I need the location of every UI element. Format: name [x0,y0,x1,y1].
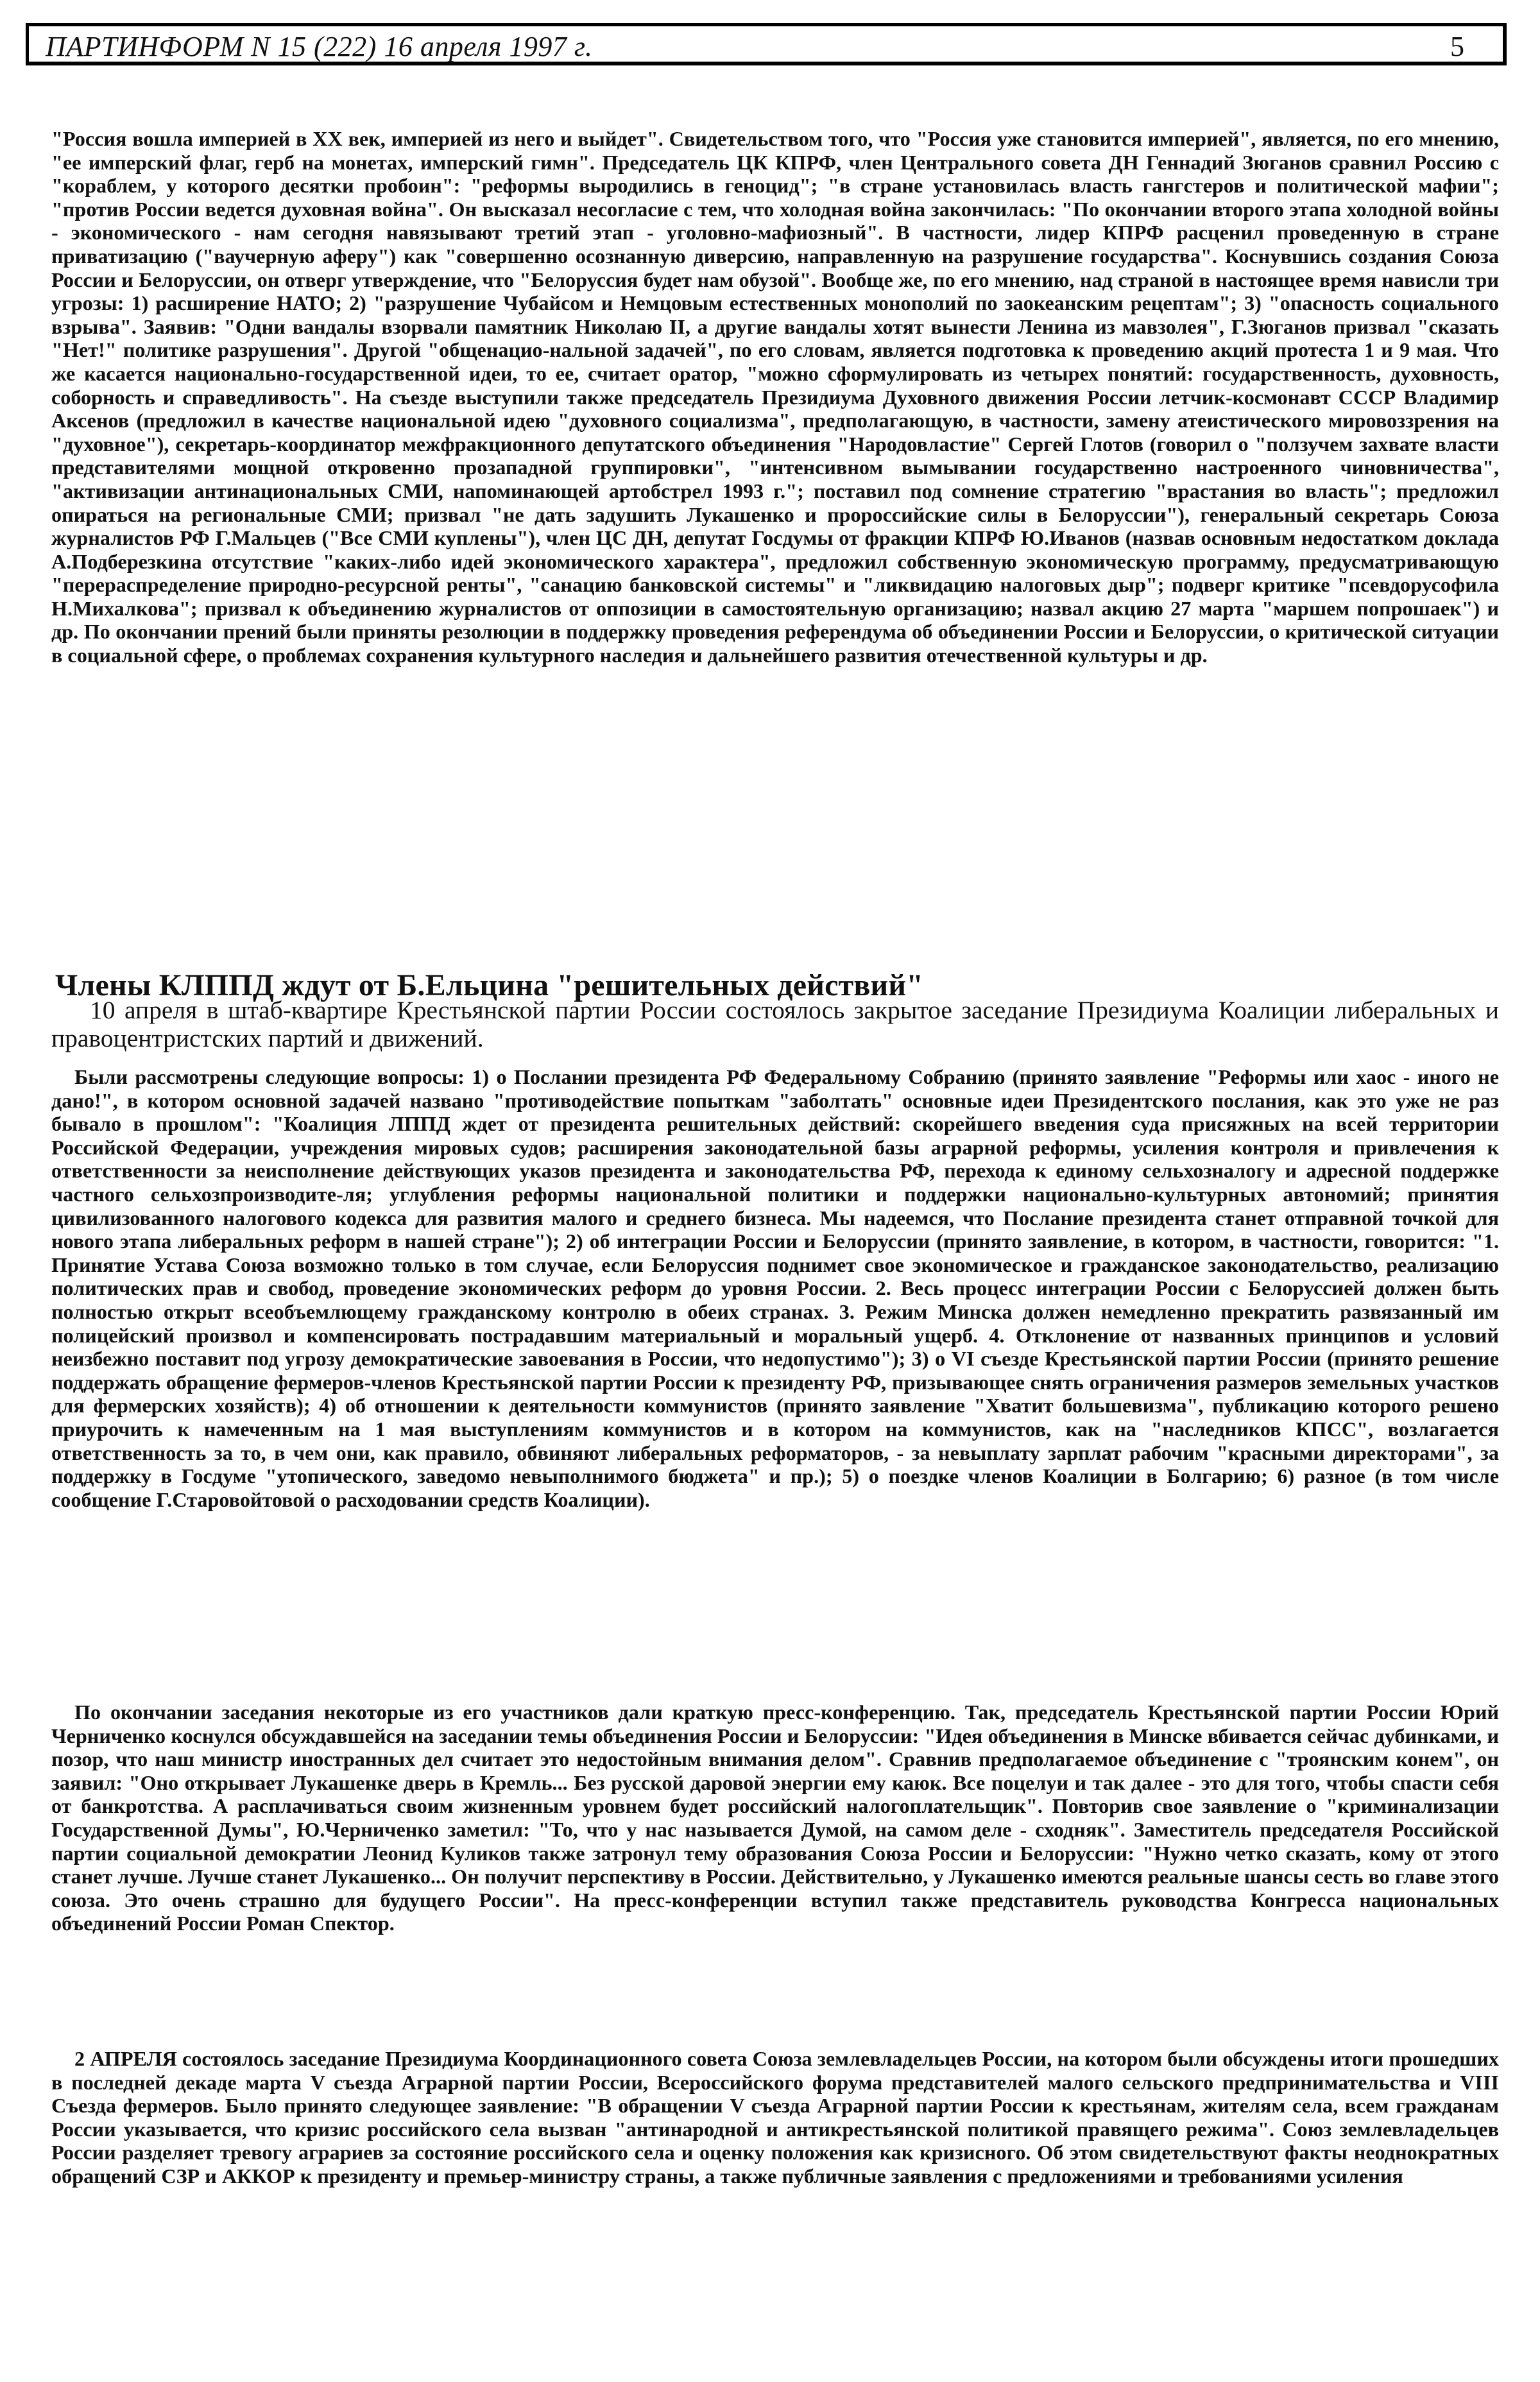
publication-title: ПАРТИНФОРМ N 15 (222) 16 апреля 1997 г. [46,31,593,62]
article-lead [51,996,1499,1052]
article-headline: Члены КЛППД ждут от Б.Ельцина "решительных действий" [55,968,924,1002]
article-paragraph: Были рассмотрены следующие вопросы: 1) о Послании президента РФ Федеральному Собранию (принято заявление "Реформы или хаос - иного не дано!", в котором основной задачей названо "противодействие попыткам "заболтать" основные идеи Президентского послания, как это уже не раз бывало в прошлом": "Коалиция ЛППД ждет от президента решительных действий: скорейшего введения суда присяжных на всей территории Российской Федерации, учреждения мировых судов; расширения законодательной базы аграрной реформы, усиления контроля и привлечения к ответственности за неисполнение действующих указов президента и законодательства РФ, перехода к единому сельхозналогу и адресной поддержке частного сельхозпроизводите-ля; углубления реформы национальной политики и поддержки национально-культурных автономий; принятия цивилизованного налогового кодекса для развития малого и среднего бизнеса. Мы надеемся, что Послание президента станет отправной точкой для нового этапа либеральных реформ в нашей стране"); 2) об интеграции России и Белоруссии (принято заявление, в котором, в частности, говорится: "1. Принятие Устава Союза возможно только в том случае, если Белоруссия поднимет свое экономическое и гражданское законодательство, реализацию политических прав и свобод, проведение экономических реформ до уровня России. 2. Весь процесс интеграции России с Белоруссией должен быть полностью открыт всеобъемлющему гражданскому контролю в обеих странах. 3. Режим Минска должен немедленно прекратить развязанный им полицейский произвол и компенсировать пострадавшим материальный и моральный ущерб. 4. Отклонение от названных принципов и условий неизбежно поставит под угрозу демократические завоевания в России, что недопустимо"); 3) о VI съезде Крестьянской партии России (принято решение поддержать обращение фермеров-членов Крестьянской партии России к президенту РФ, призывающее снять ограничения размеров земельных участков для фермерских хозяйств); 4) об отношении к деятельности коммунистов (принято заявление "Хватит большевизма", публикацию которого решено приурочить к намеченным на 1 мая выступлениям коммунистов и в котором на коммунистов, как на "наследников КПСС", возлагается ответственность за то, в чем они, как правило, обвиняют либеральных реформаторов, - за невыплату зарплат рабочим "красными директорами", за поддержку в Госдуме "утопического, заведомо невыполнимого бюджета" и пр.); 5) о поездке членов Коалиции в Болгарию; 6) разное (в том числе сообщение Г.Старовойтовой о расходовании средств Коалиции). [51,1065,1499,1511]
lead-text: 10 апреля в штаб-квартире Крестьянской партии России состоялось закрытое заседание Президиума Коалиции либеральных и правоцентристских партий и движений. [51,996,1499,1052]
news-item [51,2047,1499,2188]
article-paragraph: 2 АПРЕЛЯ состоялось заседание Президиума Координационного совета Союза землевладельцев России, на котором были обсуждены итоги прошедших в последней декаде марта V съезда Аграрной партии России, Всероссийского форума представителей малого сельского предпринимательства и VIII Съезда фермеров. Было принято следующее заявление: "В обращении V съезда Аграрной партии России к крестьянам, жителям села, всем гражданам России указывается, что кризис российского села вызван "антинародной и антикрестьянской политикой правящего режима". Союз землевладельцев России разделяет тревогу аграриев за состояние российского села и оценку положения как кризисного. Об этом свидетельствуют факты неоднократных обращений СЗР и АККОР к президенту и премьер-министру страны, а также публичные заявления с предложениями и требованиями усиления [51,2047,1499,2188]
article-continuation [51,127,1499,667]
article-paragraph: "Россия вошла империей в XX век, империей из него и выйдет". Свидетельством того, что "Россия уже становится империей", является, по его мнению, "ее имперский флаг, герб на монетах, имперский гимн". Председатель ЦК КПРФ, член Центрального совета ДН Геннадий Зюганов сравнил Россию с "кораблем, у которого десятки пробоин": "реформы выродились в геноцид"; "в стране установилась власть гангстеров и политической мафии"; "против России ведется духовная война". Он высказал несогласие с тем, что холодная война закончилась: "По окончании второго этапа холодной войны - экономического - нам сегодня навязывают третий этап - уголовно-мафиозный". В частности, лидер КПРФ расценил проведенную в стране приватизацию ("ваучерную аферу") как "совершенно осознанную диверсию, направленную на разрушение государства". Коснувшись создания Союза России и Белоруссии, он отверг утверждение, что "Белоруссия будет нам обузой". Вообще же, по его мнению, над страной в настоящее время нависли три угрозы: 1) расширение НАТО; 2) "разрушение Чубайсом и Немцовым естественных монополий по заокеанским рецептам"; 3) "опасность социального взрыва". Заявив: "Одни вандалы взорвали памятник Николаю II, а другие вандалы хотят вынести Ленина из мавзолея", Г.Зюганов призвал "сказать "Нет!" политике разрушения". Другой "общенацио-нальной задачей", по его словам, является подготовка к проведению акций протеста 1 и 9 мая. Что же касается национально-государственной идеи, то ее, считает оратор, "можно сформулировать из четырех понятий: государственность, духовность, соборность и справедливость". На съезде выступили также председатель Президиума Духовного движения России летчик-космонавт СССР Владимир Аксенов (предложил в качестве национальной идею "духовного социализма", предполагающую, в частности, замену атеистического мировоззрения на "духовное"), секретарь-координатор межфракционного депутатского объединения "Народовластие" Сергей Глотов (говорил о "ползучем захвате власти представителями мощной откровенно прозападной группировки", "интенсивном вымывании государственно настроенного чиновничества", "активизации антинациональных СМИ, напоминающей артобстрел 1993 г."; поставил под сомнение стратегию "врастания во власть"; предложил опираться на региональные СМИ; призвал "не дать задушить Лукашенко и пророссийские силы в Белоруссии"), генеральный секретарь Союза журналистов РФ Г.Мальцев ("Все СМИ куплены"), член ЦС ДН, депутат Госдумы от фракции КПРФ Ю.Иванов (назвав основным недостатком доклада А.Подберезкина отсутствие "каких-либо идей экономического характера", предложил собственную экономическую программу, предусматривающую "перераспределение природно-ресурсной ренты", "санацию банковской системы" и "ликвидацию налоговых дыр"; подверг критике "псевдорусофила Н.Михалкова"; призвал к объединению журналистов от оппозиции в самостоятельную организацию; назвал акцию 27 марта "маршем попрошаек") и др. По окончании прений были приняты резолюции в поддержку проведения референдума об объединении России и Белоруссии, о критической ситуации в социальной сфере, о проблемах сохранения культурного наследия и дальнейшего развития отечественной культуры и др. [51,127,1499,667]
page-number: 5 [1450,31,1464,62]
page-header [26,23,1507,65]
article-paragraph: По окончании заседания некоторые из его участников дали краткую пресс-конференцию. Так, председатель Крестьянской партии России Юрий Черниченко коснулся обсуждавшейся на заседании темы объединения России и Белоруссии: "Идея объединения в Минске вбивается сейчас дубинками, и позор, что наш министр иностранных дел считает это недостойным внимания делом". Сравнив предполагаемое объединение с "троянским конем", он заявил: "Оно открывает Лукашенке дверь в Кремль... Без русской даровой энергии ему каюк. Все поцелуи и так далее - это для того, чтобы спасти себя от банкротства. А расплачиваться своим жизненным уровнем будет российский налогоплательщик". Повторив свое заявление о "криминализации Государственной Думы", Ю.Черниченко заметил: "То, что у нас называется Думой, на самом деле - сходняк". Заместитель председателя Российской партии социальной демократии Леонид Куликов также затронул тему образования Союза России и Белоруссии: "Нужно четко сказать, кому от этого станет лучше. Лучше станет Лукашенко... Он получит перспективу в России. Действительно, у Лукашенко имеются реальные шансы сесть во главе этого союза. Это очень страшно для будущего России". На пресс-конференции вступил также представитель руководства Конгресса национальных объединений России Роман Спектор. [51,1701,1499,1935]
article-body [51,1065,1499,1511]
article-body-2 [51,1701,1499,1935]
